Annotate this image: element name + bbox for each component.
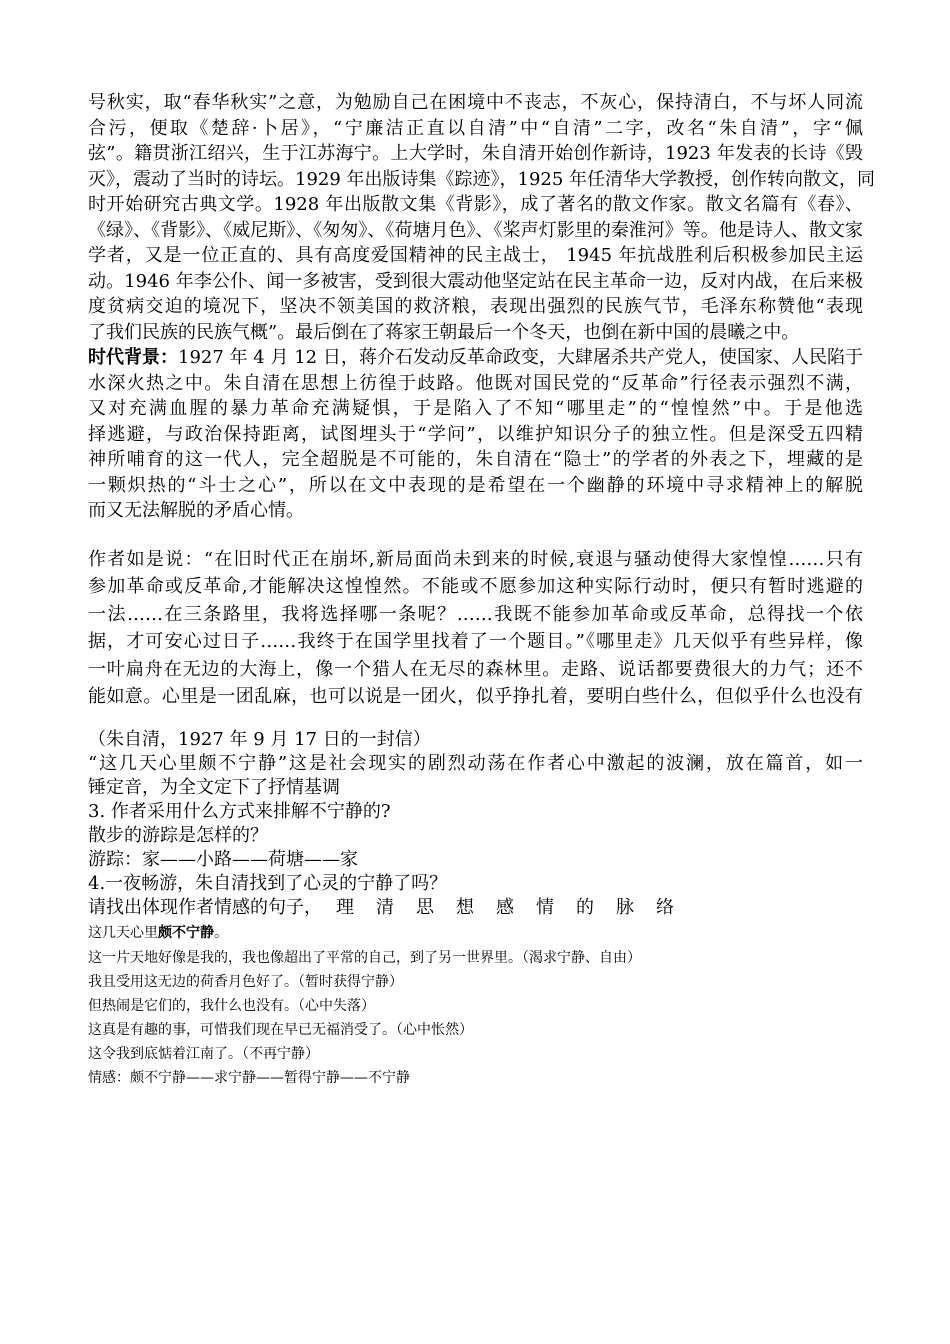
bio-line: 时开始研究古典文学。1928 年出版散文集《背影》，成了著名的散文作家。散文名篇有《春》、 (88, 194, 863, 215)
analysis-line: “这几天心里颇不宁静”这是社会现实的剧烈动荡在作者心中激起的波澜，放在篇首，如一 (88, 752, 863, 774)
background-label: 时代背景： (88, 347, 179, 368)
question-3: 3. 作者采用什么方式来排解不宁静的? (88, 800, 391, 822)
question-4-task (88, 896, 863, 920)
background-paragraph (88, 345, 863, 524)
sentence-first-suffix: 。 (214, 924, 228, 941)
task-char: 情 (536, 896, 554, 918)
sentence-item: 这一片天地好像是我的，我也像超出了平常的自己，到了另一世界里。（渴求宁静、自由） (88, 949, 641, 966)
walking-route: 游踪：家——小路——荷塘——家 (88, 848, 358, 870)
task-char: 理 (336, 896, 354, 918)
emotion-summary: 情感：颇不宁静——求宁静——暂得宁静——不宁静 (88, 1069, 410, 1086)
question-4: 4.一夜畅游，朱自清找到了心灵的宁静了吗？ (88, 872, 448, 894)
author-bio-paragraph (88, 90, 876, 345)
background-first-text: 1927 年 4 月 12 日，蒋介石发动反革命政变，大肆屠杀共产党人，使国家、人民陷于 (178, 347, 863, 368)
quote-line: 一法……在三条路里，我将选择哪一条呢？……我既不能参加革命或反革命，总得找一个依 (88, 603, 863, 625)
task-char: 想 (456, 896, 474, 918)
sentence-first (88, 920, 863, 946)
analysis-paragraph (88, 752, 863, 800)
question-3-sub: 散步的游踪是怎样的？ (88, 824, 268, 846)
quote-line: 参加革命或反革命,才能解决这惶惶然。不能或不愿参加这种实际行动时，便只有暂时逃避的 (88, 576, 863, 597)
task-char: 思 (416, 896, 434, 918)
background-line: 神所哺育的这一代人，完全超脱是不可能的，朱自清在“隐士”的学者的外表之下，埋藏的是 (88, 449, 863, 470)
sentence-item: 我且受用这无边的荷香月色好了。（暂时获得宁静） (88, 973, 403, 990)
sentence-item: 但热闹是它们的，我什么也没有。（心中失落） (88, 997, 375, 1014)
bio-line: 合污，便取《楚辞·卜居》，“宁廉洁正直以自清”中“自清”二字，改名“朱自清”，字“佩 (88, 117, 863, 139)
sentence-item: 这令我到底惦着江南了。（不再宁静） (88, 1045, 319, 1062)
quote-line: 作者如是说：“在旧时代正在崩坏,新局面尚未到来的时候,衰退与骚动使得大家惶惶……只有 (88, 548, 863, 570)
bio-line: 《绿》、《背影》、《威尼斯》、《匆匆》、《荷塘月色》、《桨声灯影里的秦淮河》等。他是诗人、散文家 (88, 219, 863, 241)
task-char: 感 (496, 896, 514, 918)
bio-line: 度贫病交迫的境况下，坚决不领美国的救济粮，表现出强烈的民族气节，毛泽东称赞他“表现 (88, 296, 863, 317)
task-prefix: 请找出体现作者情感的句子， (88, 896, 322, 918)
background-line: 而又无法解脱的矛盾心情。 (88, 500, 304, 521)
background-line: 一颗炽热的“斗士之心”，所以在文中表现的是希望在一个幽静的环境中寻求精神上的解脱 (88, 474, 863, 496)
bio-line: 动。1946 年李公仆、闻一多被害，受到很大震动他坚定站在民主革命一边，反对内战，在后来极 (88, 270, 863, 292)
bio-line: 学者，又是一位正直的、具有高度爱国精神的民主战士， 1945 年抗战胜利后积极参加民主运 (88, 245, 863, 266)
bio-line: 号秋实，取“春华秋实”之意，为勉励自己在困境中不丧志，不灰心，保持清白，不与坏人同流 (88, 92, 863, 113)
sentence-item: 这真是有趣的事，可惜我们现在早已无福消受了。（心中怅然） (88, 1021, 473, 1038)
document-page (88, 90, 876, 1090)
background-line: 又对充满血腥的暴力革命充满疑惧，于是陷入了不知“哪里走”的“惶惶然”中。于是他选 (88, 398, 863, 419)
paragraph-gap (88, 524, 863, 546)
task-char: 的 (576, 896, 594, 918)
analysis-line: 锤定音，为全文定下了抒情基调 (88, 776, 340, 798)
paragraph-gap (88, 711, 863, 728)
quote-source: （朱自清，1927 年 9 月 17 日的一封信） (88, 728, 431, 750)
background-first-line (88, 345, 863, 371)
background-line: 择逃避，与政治保持距离，试图埋头于“学问”，以维护知识分子的独立性。但是深受五四精 (88, 423, 863, 445)
bio-line: 弦”。籍贯浙江绍兴，生于江苏海宁。上大学时，朱自清开始创作新诗，1923 年发表的长诗《毁 (88, 143, 863, 164)
quote-line: 一叶扁舟在无边的大海上，像一个猎人在无尽的森林里。走路、说话都要费很大的力气；还不 (88, 658, 863, 680)
bio-line: 了我们民族的民族气概”。最后倒在了蒋家王朝最后一个冬天，也倒在新中国的晨曦之中。 (88, 321, 800, 343)
background-line: 水深火热之中。朱自清在思想上彷徨于歧路。他既对国民党的“反革命”行径表示强烈不满， (88, 372, 863, 394)
quote-line: 据，才可安心过日子……我终于在国学里找着了一个题目。”《哪里走》几天似乎有些异样，像 (88, 631, 863, 652)
author-quote-paragraph (88, 546, 863, 711)
sentence-first-prefix: 这几天心里 (88, 924, 158, 941)
task-char: 脉 (616, 896, 634, 918)
task-char: 清 (376, 896, 394, 918)
task-char: 络 (656, 896, 674, 918)
quote-line: 能如意。心里是一团乱麻，也可以说是一团火，似乎挣扎着，要明白些什么，但似乎什么也没有 (88, 686, 863, 707)
bio-line: 灭》，震动了当时的诗坛。1929 年出版诗集《踪迹》，1925 年任清华大学教授，创作转向散文，同 (88, 168, 876, 190)
sentence-first-bold: 颇不宁静 (158, 924, 214, 941)
